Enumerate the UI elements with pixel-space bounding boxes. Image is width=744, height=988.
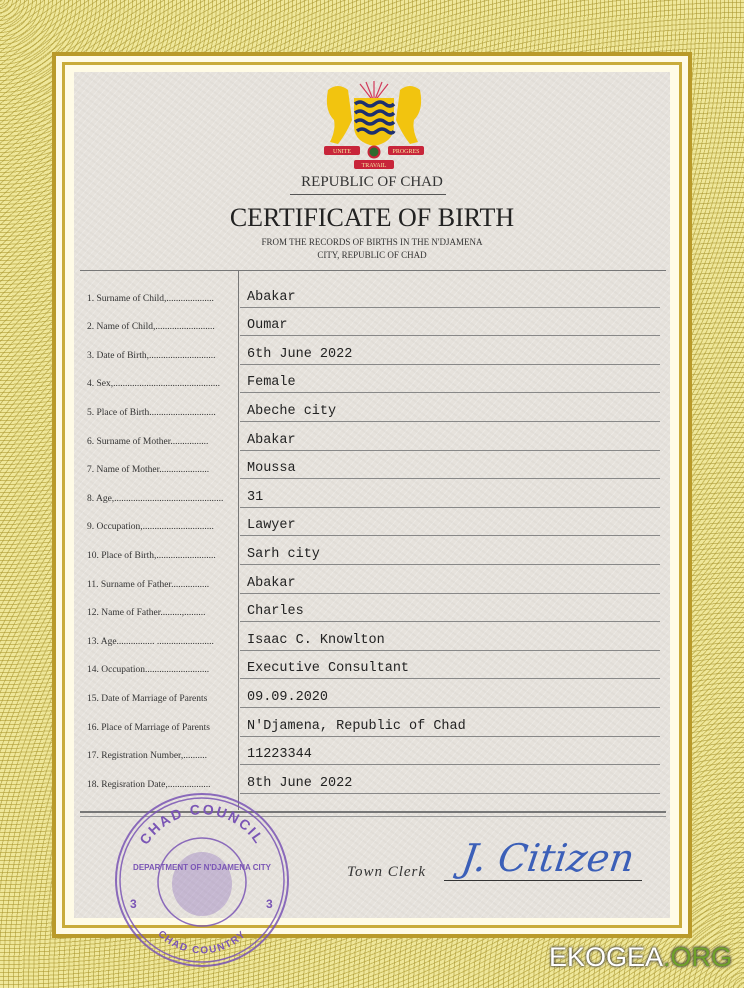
field-value: Charles: [247, 604, 304, 620]
field-label: 9. Occupation,..............................: [87, 522, 214, 533]
stamp-number-left: 3: [130, 897, 137, 911]
field-value: Oumar: [247, 318, 288, 334]
field-underline: [240, 793, 660, 794]
field-label: 3. Date of Birth,............................: [87, 350, 216, 361]
field-value: Sarh city: [247, 546, 320, 562]
svg-text:CHAD COUNTRY: [155, 929, 248, 957]
subtitle-line-2: CITY, REPUBLIC OF CHAD: [317, 250, 427, 260]
signature-line: [444, 880, 642, 881]
field-label: 15. Date of Marriage of Parents: [87, 693, 208, 704]
field-label: 10. Place of Birth,.........................: [87, 550, 216, 561]
field-row: [80, 451, 666, 480]
field-value: Abakar: [247, 575, 296, 591]
field-label: 18. Regisration Date,..................: [87, 779, 211, 790]
field-value: 6th June 2022: [247, 346, 353, 362]
column-divider: [238, 270, 239, 810]
crest-motto-unite: UNITE: [333, 149, 351, 155]
divider: [290, 194, 446, 195]
field-label: 14. Occupation...........................: [87, 665, 210, 676]
field-row: [80, 737, 666, 766]
field-row: [80, 308, 666, 337]
field-value: Moussa: [247, 461, 296, 477]
field-label: 6. Surname of Mother................: [87, 436, 209, 447]
field-value: Abakar: [247, 432, 296, 448]
field-value: Abakar: [247, 289, 296, 305]
field-row: [80, 536, 666, 565]
crest-motto-travail: TRAVAIL: [361, 163, 387, 169]
field-label: 16. Place of Marriage of Parents: [87, 722, 210, 733]
signature-label: Town Clerk: [347, 864, 427, 880]
field-value: 31: [247, 489, 264, 505]
field-row: [80, 508, 666, 537]
field-value: Lawyer: [247, 518, 296, 534]
field-label: 13. Age................ ........................: [87, 636, 214, 647]
field-row: [80, 708, 666, 737]
country-name: REPUBLIC OF CHAD: [301, 174, 443, 190]
official-stamp: [112, 790, 292, 970]
stamp-bottom-text: CHAD COUNTRY: [155, 928, 249, 957]
field-row: [80, 622, 666, 651]
field-value: N'Djamena, Republic of Chad: [247, 718, 466, 734]
watermark: [549, 942, 732, 973]
watermark-tld: .ORG: [662, 942, 732, 972]
field-label: 12. Name of Father.........,.........: [87, 608, 206, 619]
stamp-top-text: CHAD COUNCIL: [136, 801, 268, 848]
field-row: [80, 565, 666, 594]
document-title: CERTIFICATE OF BIRTH: [229, 203, 515, 232]
field-row: [80, 393, 666, 422]
field-label: 4. Sex,.............................................: [87, 379, 220, 390]
field-value: Abeche city: [247, 403, 337, 419]
field-value: 8th June 2022: [247, 775, 353, 791]
field-value: Female: [247, 375, 296, 391]
field-row: [80, 679, 666, 708]
field-row: [80, 279, 666, 308]
record-table: [80, 270, 666, 813]
field-row: [80, 365, 666, 394]
field-value: 09.09.2020: [247, 689, 329, 705]
field-row: [80, 479, 666, 508]
watermark-brand: EKOGEA: [548, 942, 663, 972]
field-label: 2. Name of Child,.........................: [87, 322, 215, 333]
field-row: [80, 651, 666, 680]
stamp-number-right: 3: [266, 897, 273, 911]
stamp-ring-text: DEPARTMENT OF N'DJAMENA CITY: [133, 863, 271, 872]
field-label: 1. Surname of Child,....................: [87, 293, 214, 304]
field-row: [80, 594, 666, 623]
field-value: Isaac C. Knowlton: [247, 632, 385, 648]
subtitle-line-1: FROM THE RECORDS OF BIRTHS IN THE N'DJAMENA: [261, 237, 483, 247]
field-row: [80, 336, 666, 365]
field-label: 5. Place of Birth............................: [87, 407, 216, 418]
crest-motto-progres: PROGRES: [392, 149, 420, 155]
signature: J. Citizen: [458, 836, 638, 880]
field-value: 11223344: [247, 747, 312, 763]
field-label: 17. Registration Number,..........: [87, 751, 207, 762]
field-label: 7. Name of Mother.....................: [87, 465, 210, 476]
field-value: Executive Consultant: [247, 661, 410, 677]
coat-of-arms-icon: [320, 80, 428, 170]
field-label: 8. Age,..............................................: [87, 493, 224, 504]
field-label: 11. Surname of Father................: [87, 579, 210, 590]
field-row: [80, 422, 666, 451]
